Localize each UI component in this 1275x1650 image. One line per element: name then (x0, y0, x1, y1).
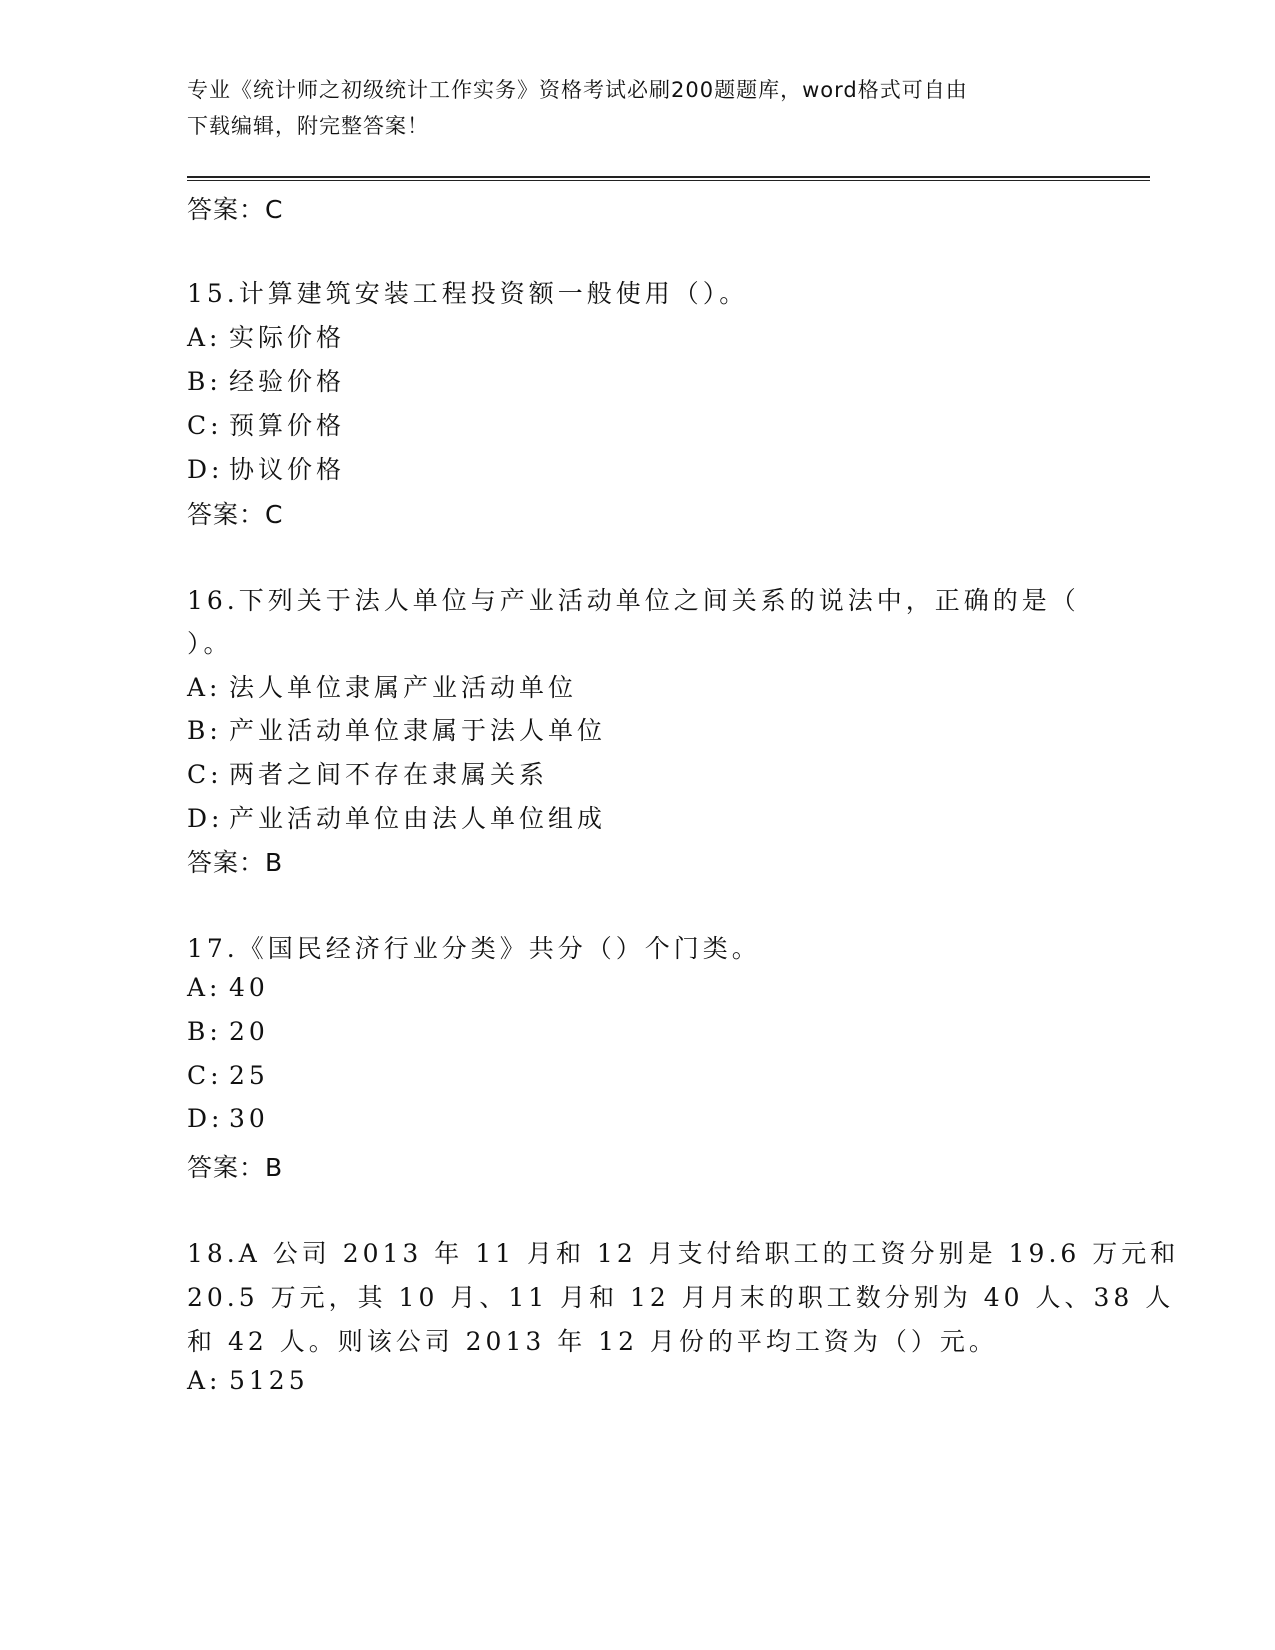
option-text: 20 (229, 1017, 269, 1046)
question-15-option-c (187, 406, 345, 442)
option-text: 40 (229, 973, 269, 1002)
header-divider (187, 176, 1150, 181)
option-label: B: (187, 1017, 222, 1046)
question-17-option-b (187, 1017, 269, 1046)
option-label: D: (187, 455, 224, 484)
question-15-stem: 15.计算建筑安装工程投资额一般使用（）。 (187, 279, 749, 308)
option-label: A: (187, 973, 222, 1002)
question-15-option-d (187, 450, 345, 486)
question-17-answer: 答案：B (187, 1153, 284, 1182)
option-text: 两者之间不存在隶属关系 (229, 760, 549, 789)
option-label: D: (187, 804, 224, 833)
option-text: 5125 (229, 1366, 309, 1395)
question-16-option-d (187, 799, 606, 835)
question-15-answer: 答案：C (187, 500, 284, 529)
option-label: C: (187, 1061, 223, 1090)
question-17-option-a (187, 973, 269, 1002)
option-label: D: (187, 1104, 224, 1133)
option-label: B: (187, 367, 222, 396)
option-label: A: (187, 323, 222, 352)
option-text: 产业活动单位隶属于法人单位 (229, 716, 607, 745)
question-17-option-c (187, 1061, 269, 1090)
question-16-option-a (187, 668, 577, 704)
option-label: C: (187, 760, 223, 789)
option-label: B: (187, 716, 222, 745)
option-text: 实际价格 (229, 323, 346, 352)
answer-previous: 答案：C (187, 195, 284, 224)
question-15-option-a (187, 318, 345, 354)
header-line-1: 专业《统计师之初级统计工作实务》资格考试必刷200题题库，word格式可自由 (187, 78, 968, 102)
question-15-option-b (187, 362, 345, 398)
option-label: A: (187, 1366, 222, 1395)
question-16-answer: 答案：B (187, 848, 284, 877)
option-text: 预算价格 (229, 411, 346, 440)
header-line-2: 下载编辑，附完整答案！ (187, 114, 429, 138)
option-text: 30 (229, 1104, 269, 1133)
question-17-stem: 17.《国民经济行业分类》共分（）个门类。 (187, 934, 761, 963)
option-text: 25 (229, 1061, 269, 1090)
question-18-option-a (187, 1366, 309, 1395)
question-16-stem-line-2: ）。 (187, 629, 233, 658)
question-18-stem-line-2: 20.5 万元，其 10 月、11 月和 12 月月末的职工数分别为 40 人、38 人 (187, 1283, 1175, 1312)
question-18-stem-line-3: 和 42 人。则该公司 2013 年 12 月份的平均工资为（）元。 (187, 1327, 998, 1356)
question-18-stem-line-1: 18.A 公司 2013 年 11 月和 12 月支付给职工的工资分别是 19.6 万元和 (187, 1239, 1180, 1268)
option-text: 协议价格 (229, 455, 346, 484)
document-header (187, 72, 1067, 144)
option-text: 产业活动单位由法人单位组成 (229, 804, 607, 833)
question-17-option-d (187, 1104, 269, 1133)
option-text: 法人单位隶属产业活动单位 (229, 673, 578, 702)
question-16-option-b (187, 711, 606, 747)
option-text: 经验价格 (229, 367, 346, 396)
question-16-stem-line-1: 16.下列关于法人单位与产业活动单位之间关系的说法中，正确的是（ (187, 586, 1080, 615)
option-label: A: (187, 673, 222, 702)
question-16-option-c (187, 755, 548, 791)
option-label: C: (187, 411, 223, 440)
